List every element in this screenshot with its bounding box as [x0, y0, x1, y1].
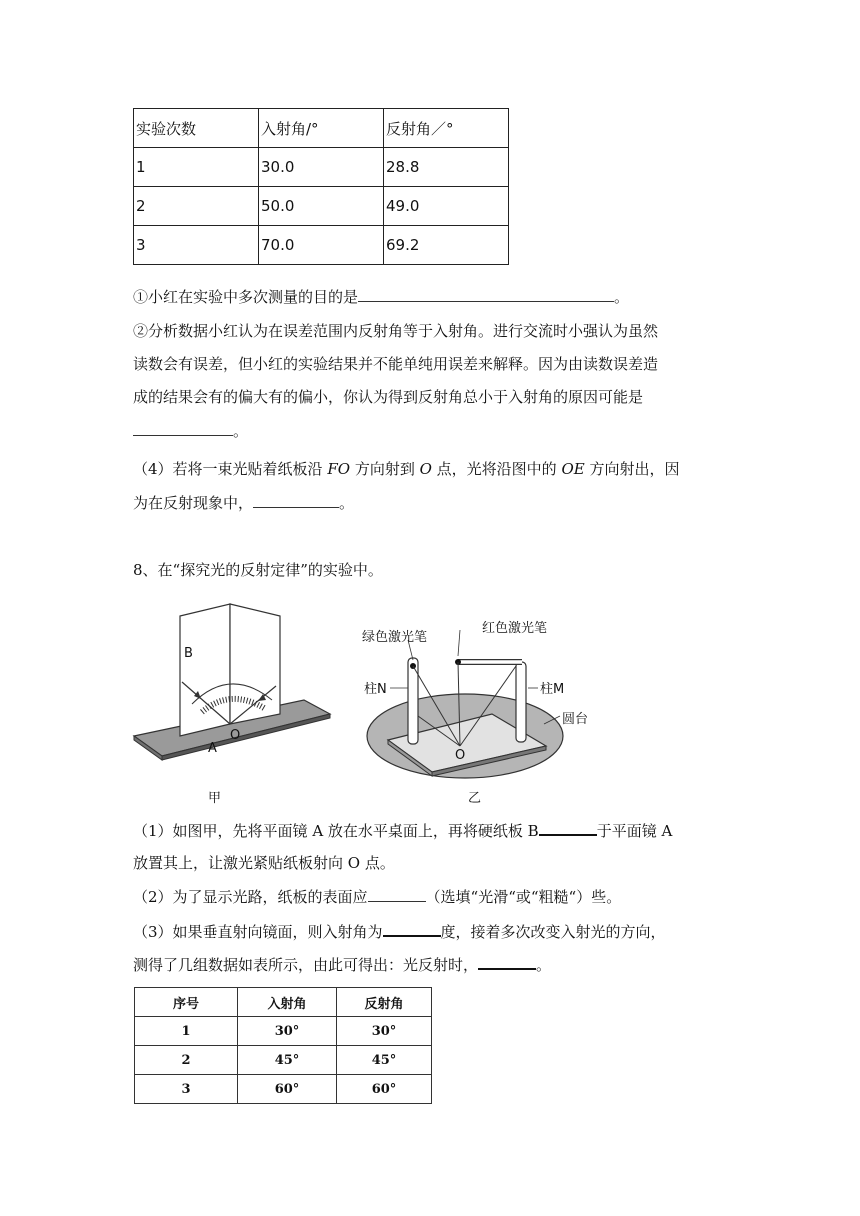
- table-row: [134, 148, 509, 187]
- text-segment: （2）为了显示光路，纸板的表面应: [133, 888, 368, 906]
- question-2-line-2: 读数会有误差，但小红的实验结果并不能单纯用误差来解释。因为由读数误差造: [133, 355, 659, 373]
- question-2-line-3: 成的结果会有的偏大有的偏小，你认为得到反射角总小于入射角的原因可能是: [133, 388, 644, 406]
- label-a: A: [208, 741, 217, 756]
- question-4-line-2: [133, 493, 354, 513]
- table-cell: 30°: [337, 1017, 432, 1046]
- answer-blank[interactable]: [478, 954, 536, 970]
- pillar-n: [408, 658, 418, 744]
- leader-line: [458, 630, 460, 656]
- p8-question-3-line-2: [133, 954, 551, 975]
- answer-blank[interactable]: [253, 493, 339, 508]
- text-segment: 度，接着多次改变入射光的方向，: [440, 923, 666, 941]
- table-row: [135, 1075, 432, 1104]
- punctuation: 。: [233, 422, 249, 440]
- table-header-row: [134, 109, 509, 148]
- problem-8-title: 8、在“探究光的反射定律”的实验中。: [133, 561, 383, 579]
- text-segment: 方向射出，因: [584, 460, 680, 478]
- punctuation: 。: [536, 956, 552, 974]
- ray-label: FO: [327, 460, 351, 478]
- label-b: B: [184, 646, 193, 661]
- question-text: ①小红在实验中多次测量的目的是: [133, 288, 359, 306]
- text-segment: （3）如果垂直射向镜面，则入射角为: [133, 923, 383, 941]
- answer-blank[interactable]: [358, 287, 614, 302]
- table-header-cell: 实验次数: [134, 109, 259, 148]
- question-4-line-1: [133, 459, 679, 479]
- answer-blank[interactable]: [539, 820, 597, 836]
- table-cell: 28.8: [384, 148, 509, 187]
- label-o: O: [455, 748, 466, 763]
- p8-question-1-line-2: 放置其上，让激光紧贴纸板射向 O 点。: [133, 854, 395, 872]
- table-row: [134, 226, 509, 265]
- label-table: 圆台: [562, 712, 589, 727]
- label-red-pen: 红色激光笔: [482, 621, 548, 636]
- text-segment: 为在反射现象中，: [133, 494, 254, 512]
- table-cell: 1: [135, 1017, 238, 1046]
- answer-blank[interactable]: [133, 421, 233, 436]
- text-segment: （选填“光滑“或“粗糙“）些。: [425, 888, 622, 906]
- table-cell: 2: [134, 187, 259, 226]
- table-header-cell: 反射角／°: [384, 109, 509, 148]
- table-cell: 49.0: [384, 187, 509, 226]
- table-cell: 30°: [238, 1017, 337, 1046]
- text-segment: 方向射到: [350, 460, 420, 478]
- ray-label: OE: [561, 460, 585, 478]
- p8-question-1-line-1: [133, 820, 672, 841]
- answer-blank[interactable]: [368, 887, 426, 902]
- table-cell: 3: [134, 226, 259, 265]
- paper-board-left: [180, 604, 230, 736]
- table-cell: 3: [135, 1075, 238, 1104]
- caption-jia: 甲: [208, 791, 222, 806]
- punctuation: 。: [339, 494, 355, 512]
- text-segment: 于平面镜 A: [596, 822, 673, 840]
- question-2-line-1: ②分析数据小红认为在误差范围内反射角等于入射角。进行交流时小强认为虽然: [133, 322, 659, 340]
- point-label: O: [419, 460, 432, 478]
- caption-yi: 乙: [468, 791, 482, 806]
- data-table-1: [133, 108, 509, 265]
- label-pillar-n: 柱N: [364, 682, 387, 697]
- label-o: O: [230, 728, 241, 743]
- table-row: [135, 1046, 432, 1075]
- table-header-row: [135, 988, 432, 1017]
- table-cell: 2: [135, 1046, 238, 1075]
- table-header-cell: 反射角: [337, 988, 432, 1017]
- table-cell: 45°: [337, 1046, 432, 1075]
- table-cell: 60°: [238, 1075, 337, 1104]
- table-cell: 50.0: [259, 187, 384, 226]
- question-1: [133, 287, 629, 307]
- question-2-blank-line: [133, 421, 248, 441]
- table-header-cell: 序号: [135, 988, 238, 1017]
- figure-yi: [362, 620, 588, 806]
- pillar-m: [516, 662, 526, 742]
- p8-question-3-line-1: [133, 921, 666, 942]
- table-row: [134, 187, 509, 226]
- table-cell: 60°: [337, 1075, 432, 1104]
- table-cell: 45°: [238, 1046, 337, 1075]
- table-cell: 1: [134, 148, 259, 187]
- label-green-pen: 绿色激光笔: [362, 630, 428, 645]
- punctuation: 。: [614, 288, 630, 306]
- label-pillar-m: 柱M: [540, 682, 565, 697]
- figure-jia: [134, 604, 330, 806]
- table-row: [135, 1017, 432, 1046]
- answer-blank[interactable]: [383, 921, 441, 937]
- data-table-2: [134, 987, 432, 1104]
- experiment-figure: [130, 596, 600, 810]
- text-segment: （4）若将一束光贴着纸板沿: [133, 460, 328, 478]
- table-cell: 70.0: [259, 226, 384, 265]
- text-segment: 点，光将沿图中的: [431, 460, 562, 478]
- text-segment: 测得了几组数据如表所示，由此可得出：光反射时，: [133, 956, 479, 974]
- table-cell: 69.2: [384, 226, 509, 265]
- p8-question-2: [133, 887, 621, 907]
- table-cell: 30.0: [259, 148, 384, 187]
- table-header-cell: 入射角: [238, 988, 337, 1017]
- table-header-cell: 入射角/°: [259, 109, 384, 148]
- text-segment: （1）如图甲，先将平面镜 A 放在水平桌面上，再将硬纸板 B: [133, 822, 539, 840]
